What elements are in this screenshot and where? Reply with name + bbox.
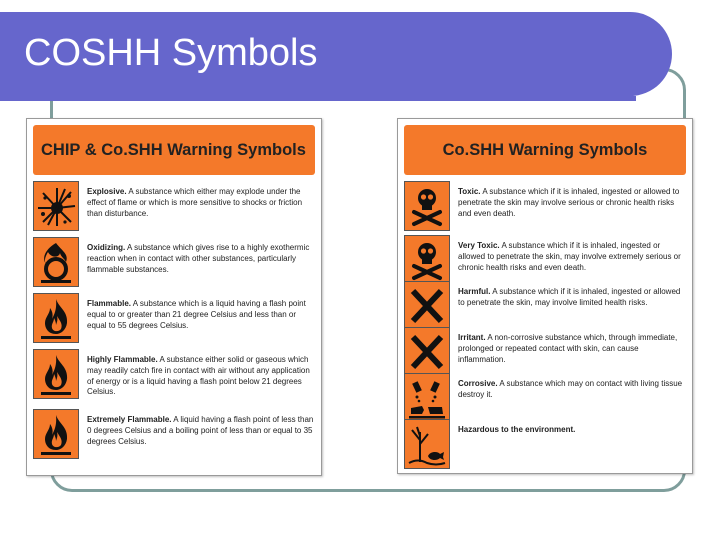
skull-crossbones-icon <box>404 235 450 285</box>
symbol-row-harmful <box>404 281 686 331</box>
skull-crossbones-icon <box>404 181 450 231</box>
symbol-row-irritant <box>404 327 686 377</box>
panel-heading: CHIP & Co.SHH Warning Symbols <box>33 125 315 175</box>
symbol-row-toxic <box>404 181 686 231</box>
corrosive-icon <box>404 373 450 423</box>
coshh-panel <box>397 118 693 474</box>
panel-heading: Co.SHH Warning Symbols <box>404 125 686 175</box>
symbol-description: Extremely Flammable. A liquid having a flash point of less than 0 degrees Celsius and a boiling point of less than or equal to 35 degrees Celsius. <box>87 415 314 446</box>
symbol-description: Flammable. A substance which is a liquid having a flash point equal to or greater than 21 degree Celsius and less than or equal to 55 degrees Celsius. <box>87 299 306 330</box>
symbol-row-oxidizing <box>33 237 315 287</box>
title-underline <box>0 96 636 101</box>
environment-hazard-icon <box>404 419 450 469</box>
symbol-description: Hazardous to the environment. <box>458 425 576 434</box>
slide-title: COSHH Symbols <box>24 32 318 74</box>
flammable-icon <box>33 409 79 459</box>
symbol-description: Highly Flammable. A substance either solid or gaseous which may readily catch fire in contact with air without any application of energy or is a liquid having a flash point below 21 degrees Celsius. <box>87 355 310 397</box>
symbol-description: Explosive. A substance which either may explode under the effect of flame or which is more sensitive to shocks or friction than disturbance. <box>87 187 303 218</box>
symbol-row-explosive <box>33 181 315 231</box>
symbol-row-environment <box>404 419 686 469</box>
symbol-row-corrosive <box>404 373 686 423</box>
symbol-row-very-toxic <box>404 235 686 285</box>
symbol-row-highly-flammable <box>33 349 315 399</box>
symbol-row-extremely-flammable <box>33 409 315 459</box>
flammable-icon <box>33 349 79 399</box>
explosive-icon <box>33 181 79 231</box>
symbol-description: Irritant. A non-corrosive substance which, through immediate, prolonged or repeated contact with skin, can cause inflammation. <box>458 333 678 364</box>
irritant-cross-icon <box>404 327 450 377</box>
symbol-description: Corrosive. A substance which may on contact with living tissue destroy it. <box>458 379 683 399</box>
flammable-icon <box>33 293 79 343</box>
chip-coshh-panel <box>26 118 322 476</box>
symbol-description: Very Toxic. A substance which if it is inhaled, ingested or allowed to penetrate the skin, may involve extremely serious or chronic health risks and even death. <box>458 241 681 272</box>
oxidizing-icon <box>33 237 79 287</box>
symbol-description: Oxidizing. A substance which gives rise to a highly exothermic reaction when in contact with other substances, particularly flammable substances. <box>87 243 310 274</box>
symbol-description: Toxic. A substance which if it is inhaled, ingested or allowed to penetrate the skin may involve serious or chronic health risks and even death. <box>458 187 680 218</box>
harmful-cross-icon <box>404 281 450 331</box>
symbol-description: Harmful. A substance which if it is inhaled, ingested or allowed to penetrate the skin, may involve limited health risks. <box>458 287 681 307</box>
symbol-row-flammable <box>33 293 315 343</box>
